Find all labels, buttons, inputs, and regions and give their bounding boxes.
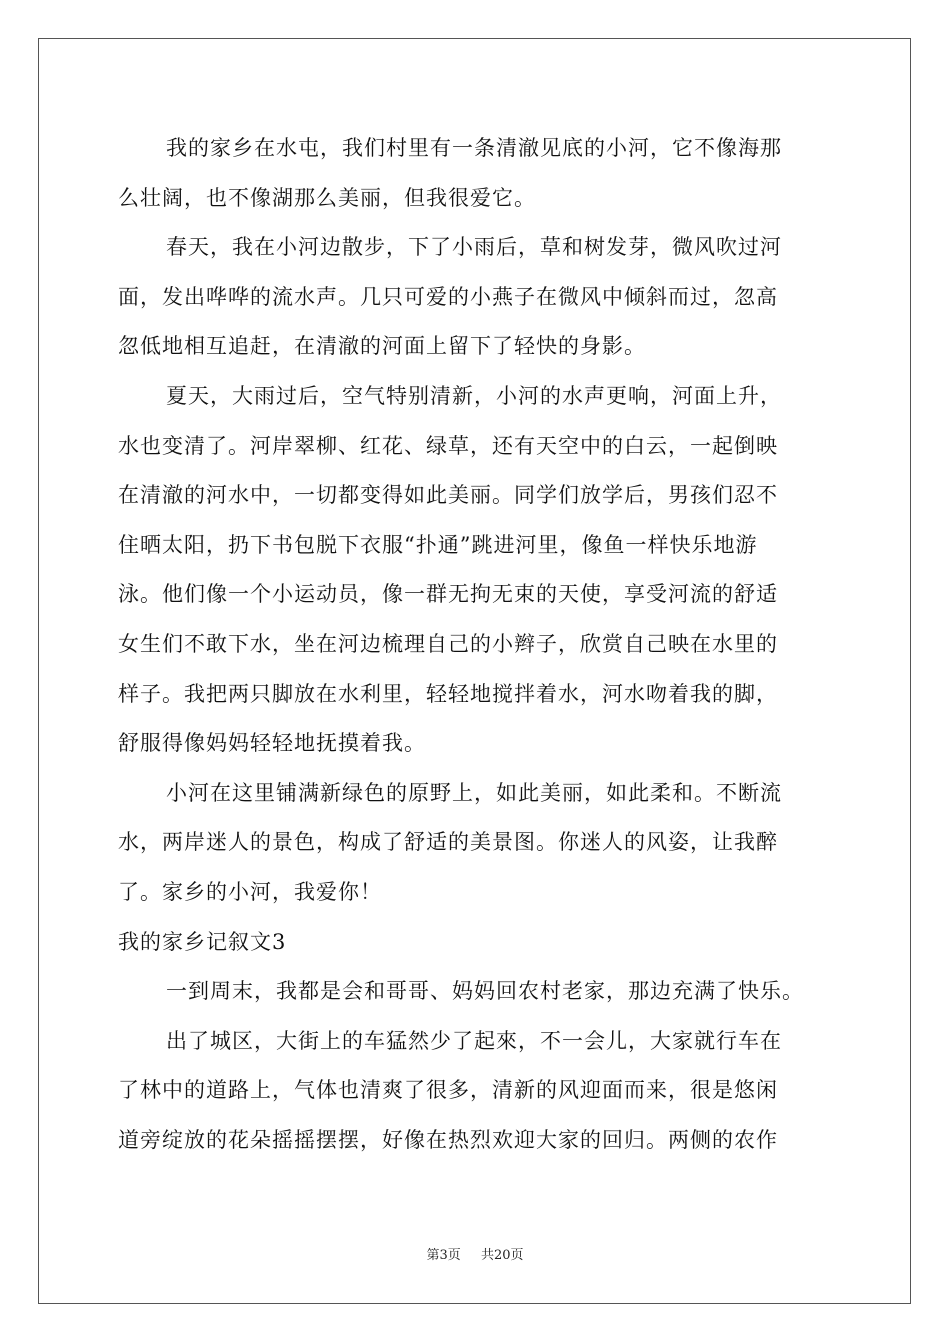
text-line: 水，两岸迷人的景色，构成了舒适的美景图。你迷人的风姿，让我醉 — [118, 830, 778, 855]
text-line: 舒服得像妈妈轻轻地抚摸着我。 — [118, 731, 426, 756]
text-line: 出了城区，大街上的车猛然少了起來，不一会儿，大家就行车在 — [166, 1028, 782, 1053]
text-line: 水也变清了。河岸翠柳、红花、绿草，还有天空中的白云，一起倒映 — [118, 433, 778, 458]
text-line: 女生们不敢下水，坐在河边梳理自己的小辫子，欣赏自己映在水里的 — [118, 631, 778, 656]
text-line: 夏天，大雨过后，空气特别清新，小河的水声更响，河面上升， — [166, 383, 782, 408]
text-line: 了。家乡的小河，我爱你！ — [118, 879, 382, 904]
text-line: 道旁绽放的花朵摇摇摆摆，好像在热烈欢迎大家的回归。两侧的农作 — [118, 1127, 778, 1152]
text-line: 一到周末，我都是会和哥哥、妈妈回农村老家，那边充满了快乐。 — [166, 979, 804, 1004]
page-number-current: 第3页 — [426, 1248, 461, 1263]
section-heading: 我的家乡记叙文3 — [118, 929, 287, 954]
text-line: 样子。我把两只脚放在水利里，轻轻地搅拌着水，河水吻着我的脚， — [118, 681, 778, 706]
text-line: 泳。他们像一个小运动员，像一群无拘无束的天使，享受河流的舒适 — [118, 582, 778, 607]
text-line: 春天，我在小河边散步，下了小雨后，草和树发芽，微风吹过河 — [166, 235, 782, 260]
document-body — [118, 124, 834, 1165]
text-line: 么壮阔，也不像湖那么美丽，但我很爱它。 — [118, 185, 536, 210]
page-number-total: 共20页 — [480, 1248, 524, 1263]
text-line: 忽低地相互追赶，在清澈的河面上留下了轻快的身影。 — [118, 334, 646, 359]
text-line: 住晒太阳，扔下书包脱下衣服“扑通”跳进河里，像鱼一样快乐地游 — [118, 532, 758, 557]
text-line: 面，发出哗哗的流水声。几只可爱的小燕子在微风中倾斜而过，忽高 — [118, 284, 778, 309]
text-line: 在清澈的河水中，一切都变得如此美丽。同学们放学后，男孩们忍不 — [118, 483, 778, 508]
text-line: 小河在这里铺满新绿色的原野上，如此美丽，如此柔和。不断流 — [166, 780, 782, 805]
page-footer — [0, 1244, 950, 1263]
text-line: 我的家乡在水屯，我们村里有一条清澈见底的小河，它不像海那 — [166, 136, 782, 160]
text-line: 了林中的道路上，气体也清爽了很多，清新的风迎面而来，很是悠闲 — [118, 1078, 778, 1103]
